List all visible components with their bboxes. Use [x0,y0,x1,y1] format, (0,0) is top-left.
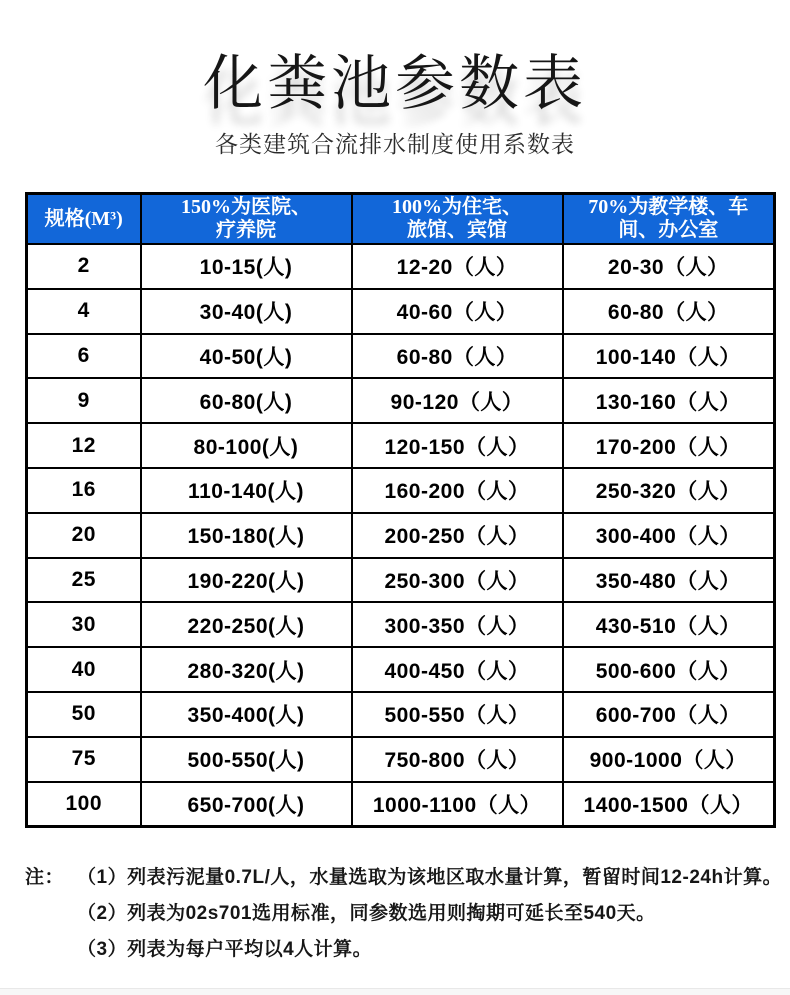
page-title: 化粪池参数表 [203,50,587,117]
bottom-section-divider [0,988,790,995]
header-line: 规格(M³) [44,207,123,230]
cell-hospital: 60-80(人) [141,378,352,423]
cell-residential: 750-800（人） [352,737,563,782]
cell-school: 500-600（人） [563,647,775,692]
cell-hospital: 10-15(人) [141,244,352,289]
cell-hospital: 350-400(人) [141,692,352,737]
cell-school: 100-140（人） [563,334,775,379]
cell-hospital: 280-320(人) [141,647,352,692]
table-row [27,737,775,782]
note-line-2 [25,896,770,932]
cell-residential: 200-250（人） [352,513,563,558]
cell-residential: 90-120（人） [352,378,563,423]
cell-spec: 6 [27,334,141,379]
column-header-spec [27,194,141,245]
cell-school: 20-30（人） [563,244,775,289]
cell-spec: 12 [27,423,141,468]
cell-hospital: 150-180(人) [141,513,352,558]
cell-spec: 40 [27,647,141,692]
cell-spec: 25 [27,558,141,603]
cell-hospital: 500-550(人) [141,737,352,782]
column-header-hospital [141,194,352,245]
cell-school: 130-160（人） [563,378,775,423]
header-line: 70%为教学楼、车 [588,196,749,218]
table-row [27,602,775,647]
cell-school: 600-700（人） [563,692,775,737]
cell-residential: 40-60（人） [352,289,563,334]
cell-residential: 12-20（人） [352,244,563,289]
cell-school: 300-400（人） [563,513,775,558]
cell-residential: 400-450（人） [352,647,563,692]
cell-school: 900-1000（人） [563,737,775,782]
cell-spec: 4 [27,289,141,334]
cell-spec: 50 [27,692,141,737]
parameter-table-wrap [25,192,776,828]
cell-spec: 30 [27,602,141,647]
cell-residential: 300-350（人） [352,602,563,647]
table-row [27,334,775,379]
note-line-3 [25,932,770,968]
cell-spec: 100 [27,782,141,827]
cell-hospital: 220-250(人) [141,602,352,647]
cell-hospital: 650-700(人) [141,782,352,827]
cell-residential: 160-200（人） [352,468,563,513]
cell-hospital: 190-220(人) [141,558,352,603]
cell-residential: 1000-1100（人） [352,782,563,827]
table-row [27,692,775,737]
cell-school: 1400-1500（人） [563,782,775,827]
header-line: 疗养院 [216,219,276,241]
table-row [27,423,775,468]
table-row [27,647,775,692]
header-line: 100%为住宅、 [392,196,522,218]
cell-school: 250-320（人） [563,468,775,513]
cell-school: 430-510（人） [563,602,775,647]
cell-hospital: 30-40(人) [141,289,352,334]
cell-school: 60-80（人） [563,289,775,334]
cell-spec: 2 [27,244,141,289]
cell-hospital: 40-50(人) [141,334,352,379]
note-text: （1）列表污泥量0.7L/人，水量选取为该地区取水量计算，暂留时间12-24h计算。 [77,867,783,888]
cell-hospital: 110-140(人) [141,468,352,513]
notes-label: 注： [25,867,65,888]
parameter-table [25,192,776,828]
table-row [27,468,775,513]
table-row [27,782,775,827]
cell-hospital: 80-100(人) [141,423,352,468]
cell-residential: 500-550（人） [352,692,563,737]
header-line: 间、办公室 [618,219,719,241]
header-row [27,194,775,245]
page-subtitle: 各类建筑合流排水制度使用系数表 [215,131,575,157]
column-header-school [563,194,775,245]
table-row [27,244,775,289]
cell-residential: 60-80（人） [352,334,563,379]
header-line: 旅馆、宾馆 [407,219,507,241]
table-row [27,289,775,334]
cell-spec: 9 [27,378,141,423]
cell-spec: 75 [27,737,141,782]
cell-spec: 20 [27,513,141,558]
table-row [27,558,775,603]
header-line: 150%为医院、 [181,196,311,218]
column-header-residential [352,194,563,245]
table-row [27,513,775,558]
cell-spec: 16 [27,468,141,513]
notes-section [25,860,783,968]
cell-residential: 120-150（人） [352,423,563,468]
cell-school: 170-200（人） [563,423,775,468]
note-line-1 [25,860,783,896]
cell-school: 350-480（人） [563,558,775,603]
note-text: （3）列表为每户平均以4人计算。 [77,939,373,960]
table-row [27,378,775,423]
note-text: （2）列表为02s701选用标准，同参数选用则掏期可延长至540天。 [77,903,656,924]
cell-residential: 250-300（人） [352,558,563,603]
